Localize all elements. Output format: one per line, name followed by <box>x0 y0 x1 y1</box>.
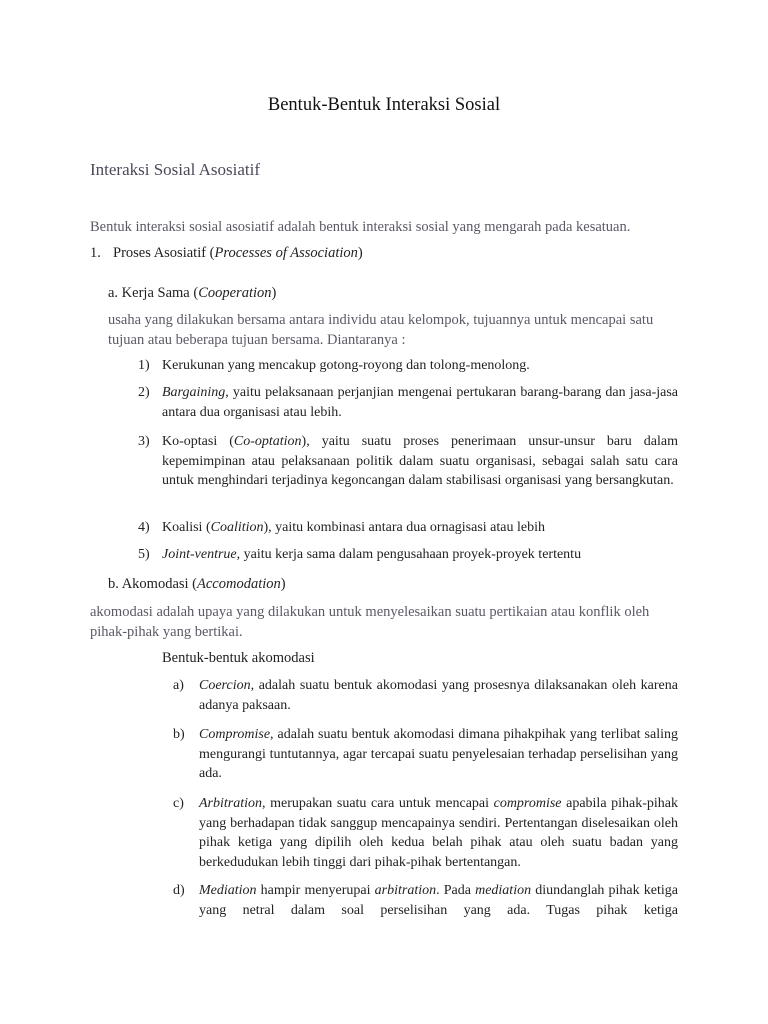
list-text: Bargaining, yaitu pelaksanaan perjanjian mengenai pertukaran barang-barang dan jasa-jasa antara dua organisasi atau lebih. <box>162 385 678 420</box>
list-label: b) <box>173 727 185 742</box>
list-item <box>138 518 678 538</box>
list-text: Ko-optasi (Co-optation), yaitu suatu proses penerimaan unsur-unsur baru dalam kepemimpinan atau pelaksanaan politik dalam suatu organisasi, sebagai salah satu cara untuk menghindari terjadinya kegoncangan dalam stabilisasi organisasi yang bersangkutan. <box>162 434 678 488</box>
subheading-cooperation <box>108 285 276 302</box>
list-label: 3) <box>138 434 150 449</box>
list-text: Arbitration, merupakan suatu cara untuk mencapai compromise apabila pihak-pihak yang berhadapan tidak sanggup mencapainya sendiri. Pertentangan diselesaikan oleh pihak ketiga yang dipilih oleh kedua belah pihak atau oleh suatu badan yang berkedudukan lebih tinggi dari pihak-pihak bertentangan. <box>199 796 678 870</box>
list-label: 1) <box>138 358 150 373</box>
list-number: 1. <box>90 245 101 261</box>
list-label: 4) <box>138 520 150 535</box>
subheading-close: ) <box>280 576 286 592</box>
intro-paragraph: Bentuk interaksi sosial asosiatif adalah bentuk interaksi sosial yang mengarah pada kesatuan. <box>90 219 631 235</box>
list-item <box>138 383 678 422</box>
list-label: a) <box>173 678 184 693</box>
numbered-heading-1 <box>90 245 363 262</box>
list-label: c) <box>173 796 184 811</box>
list-text: Compromise, adalah suatu bentuk akomodasi dimana pihakpihak yang terlibat saling mengurangi tuntutannya, agar tercapai suatu penyelesaian terhadap perselisihan yang ada. <box>199 727 678 781</box>
list-item <box>138 356 678 376</box>
page-title: Bentuk-Bentuk Interaksi Sosial <box>267 95 501 115</box>
heading-text: Proses Asosiatif ( <box>113 245 215 261</box>
list-text: Koalisi (Coalition), yaitu kombinasi antara dua ornagisasi atau lebih <box>162 520 545 535</box>
accomodation-paragraph: akomodasi adalah upaya yang dilakukan untuk menyelesaikan suatu pertikaian atau konflik oleh pihak-pihak yang bertikai. <box>90 604 650 640</box>
list-item <box>138 545 678 565</box>
subheading-close: ) <box>271 285 277 301</box>
subheading-italic: Cooperation <box>198 285 272 301</box>
list-text: Kerukunan yang mencakup gotong-royong dan tolong-menolong. <box>162 358 530 373</box>
heading-close: ) <box>357 245 363 261</box>
subheading-text: a. Kerja Sama ( <box>108 285 199 301</box>
list-text: Joint-ventrue, yaitu kerja sama dalam pengusahaan proyek-proyek tertentu <box>162 547 582 562</box>
list-label: d) <box>173 883 185 898</box>
subheading-accomodation <box>108 576 286 593</box>
cooperation-paragraph: usaha yang dilakukan bersama antara individu atau kelompok, tujuannya untuk mencapai satu tujuan atau beberapa tujuan bersama. Diantaranya : <box>108 312 654 348</box>
list-item <box>173 794 678 872</box>
list-item <box>173 725 678 784</box>
list-text: Mediation hampir menyerupai arbitration. Pada mediation diundanglah pihak ketiga yang netral dalam soal perselisihan yang ada. Tugas pihak ketiga <box>199 883 678 918</box>
list-item <box>173 881 678 920</box>
heading-italic: Processes of Association <box>214 245 358 261</box>
subheading-text: b. Akomodasi ( <box>108 576 198 592</box>
akomodasi-list-label: Bentuk-bentuk akomodasi <box>162 650 315 666</box>
list-label: 5) <box>138 547 150 562</box>
list-item <box>173 676 678 715</box>
list-text: Coercion, adalah suatu bentuk akomodasi yang prosesnya dilaksanakan oleh karena adanya paksaan. <box>199 678 678 713</box>
list-label: 2) <box>138 385 150 400</box>
subheading-italic: Accomodation <box>197 576 281 592</box>
section-heading: Interaksi Sosial Asosiatif <box>90 160 260 179</box>
list-item <box>138 432 678 491</box>
